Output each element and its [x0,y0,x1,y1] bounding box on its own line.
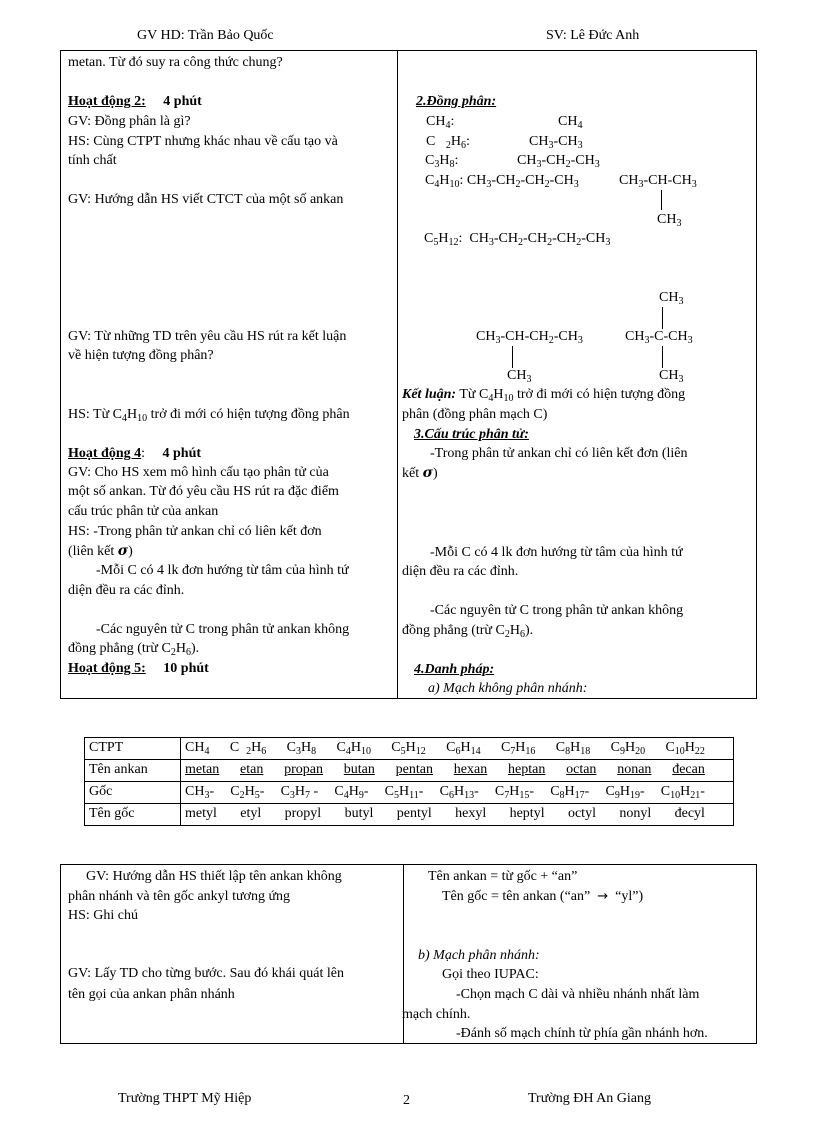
text-line: GV: Hướng dẫn HS viết CTCT của một số ankan [68,192,344,207]
activity-title: Hoạt động 2: [68,94,146,109]
activity-2-heading [68,94,202,110]
text-line: GV: Lấy TD cho từng bước. Sau đó khái quát lên [68,966,344,981]
table-row [85,804,734,826]
header-teacher: GV HD: Trần Bảo Quốc [137,28,274,43]
table-cell: metan etan propan butan pentan hexan heptan octan nonan đecan [181,760,734,782]
text-line: tên gọi của ankan phân nhánh [68,987,235,1002]
activity-title: Hoạt động 4 [68,446,142,461]
table-cell: $CH_4$ C $_2H_6$ $C_3H_8$ $C_4H_{10}$ $C_5H_{12}$ $C_6H_{14}$ $C_7H_{16}$ $C_8H_{18}$ $C_9H_{20}$ $C_{10}H_{22}$ [181,738,734,760]
activity-time: 4 phút [162,446,202,461]
activity-title: Hoạt động 5: [68,661,146,676]
table-row [85,738,734,760]
text-line: -Các nguyên tử C trong phân tử ankan không [96,622,350,637]
table-row [85,782,734,804]
bond-line [662,307,663,329]
activity-time: 4 phút [163,94,202,109]
text-line: HS: Từ $C_4H_{10}$ trở đi mới có hiện tượng đồng phân [68,407,350,424]
text-line: -Trong phân tử ankan chỉ có liên kết đơn (liên [430,446,688,461]
formula-c3h8: $C_3H_8$: [425,153,459,170]
bond-line [512,346,513,368]
text-line: tính chất [68,153,117,168]
activity-4-heading: Hoạt động 4: 4 phút [68,446,202,461]
table-cell: $CH_3-$ $C_2H_5-$ $C_3H_7$ - $C_4H_9-$ $C_5H_{11}-$ $C_6H_{13}-$ $C_7H_{15}-$ $C_8H_{17}-$ $C_9H_{19}-$ $C_{10}H_{21}-$ [181,782,734,804]
formula-ch4: $CH_4$: [426,114,455,131]
text-line: -Đánh số mạch chính từ phía gần nhánh hơn. [456,1026,708,1041]
table-row-label: Tên gốc [85,804,181,826]
table-row [85,760,734,782]
text-line: phân nhánh và tên gốc ankyl tương ứng [68,889,291,904]
text-line: phân (đồng phân mạch C) [402,407,548,422]
formula-isopentane: $CH_3-CH-CH_2-CH_3$ [476,329,583,346]
text-line: -Mỗi C có 4 lk đơn hướng từ tâm của hình tứ [96,563,349,578]
table-row-label: Gốc [85,782,181,804]
text-line: -Mỗi C có 4 lk đơn hướng từ tâm của hình tứ [430,545,683,560]
footer-university: Trường ĐH An Giang [528,1091,651,1106]
table-row-label: CTPT [85,738,181,760]
text-line: HS: -Trong phân tử ankan chỉ có liên kết đơn [68,524,322,539]
section-heading: 4.Danh pháp: [414,662,495,677]
formula-c5h12: $C_5H_{12}$: $CH_3-CH_2-CH_2-CH_2-CH_3$ [424,231,611,248]
formula-branch: $CH_3$ [659,290,684,307]
text-line: diện đều ra các đỉnh. [68,583,185,598]
alkane-table [84,737,734,826]
text-line: đồng phẳng (trừ $C_2H_6$). [68,641,200,658]
text-line: HS: Ghi chú [68,908,138,923]
text-line: cấu trúc phân tử của ankan [68,504,219,519]
text-line: GV: Hướng dẫn HS thiết lập tên ankan không [86,869,342,884]
text-line: mạch chính. [402,1007,471,1022]
text-line: Tên gốc = tên ankan (“an” → “yl”) [442,889,644,904]
subsection-heading: a) Mạch không phân nhánh: [428,681,588,696]
formula-neopentane: $CH_3-C-CH_3$ [625,329,693,346]
formula-c2h6-struct: $CH_3-CH_3$ [529,134,583,151]
bond-line [662,346,663,368]
header-student: SV: Lê Đức Anh [546,28,640,43]
table-row-label: Tên ankan [85,760,181,782]
text-line: (liên kết σ) [68,543,133,559]
subsection-heading: b) Mạch phân nhánh: [418,948,540,963]
sigma-symbol: σ [422,465,433,481]
text-line: một số ankan. Từ đó yêu cầu HS rút ra đặc điểm [68,484,339,499]
formula-c3h8-struct: $CH_3-CH_2-CH_3$ [517,153,600,170]
section-heading: 2.Đồng phân: [416,94,497,109]
text-line: -Các nguyên tử C trong phân tử ankan không [430,603,684,618]
formula-ch4-struct: $CH_4$ [558,114,583,131]
activity-time: 10 phút [163,661,209,676]
text-line: -Chọn mạch C dài và nhiều nhánh nhất làm [456,987,700,1002]
formula-branch: $CH_3$ [659,368,684,385]
footer-school: Trường THPT Mỹ Hiệp [118,1091,252,1106]
text-line: GV: Cho HS xem mô hình cấu tạo phân tử của [68,465,329,480]
text-line: đồng phẳng (trừ $C_2H_6$). [402,623,534,640]
formula-branch: $CH_3$ [657,212,682,229]
text-line: GV: Từ những TD trên yêu cầu HS rút ra kết luận [68,329,347,344]
table-cell: metyl etyl propyl butyl pentyl hexyl heptyl octyl nonyl đecyl [181,804,734,826]
text-line: Gọi theo IUPAC: [442,967,539,982]
formula-c4h10: $C_4H_{10}$: $CH_3-CH_2-CH_2-CH_3$ [425,173,579,190]
text-line: kết σ) [402,465,438,481]
text-line: về hiện tượng đồng phân? [68,348,214,363]
conclusion-line: Kết luận: Từ $C_4H_{10}$ trở đi mới có hiện tượng đồng [402,387,686,404]
formula-isobutane: $CH_3-CH-CH_3$ [619,173,697,190]
text-line: metan. Từ đó suy ra công thức chung? [68,55,283,70]
text-line: GV: Đồng phân là gì? [68,114,191,129]
section-heading: 3.Cấu trúc phân tử: [414,427,529,442]
text-line: HS: Cùng CTPT nhưng khác nhau về cấu tạo và [68,134,338,149]
bond-line [661,190,662,210]
page-number: 2 [403,1093,410,1108]
formula-branch: $CH_3$ [507,368,532,385]
text-line: Tên ankan = từ gốc + “an” [428,869,578,884]
text-line: diện đều ra các đỉnh. [402,564,519,579]
arrow-right-icon: → [597,889,609,904]
sigma-symbol: σ [117,543,129,559]
formula-c2h6: C $_2H_6$: [426,134,470,151]
activity-5-heading [68,661,209,677]
